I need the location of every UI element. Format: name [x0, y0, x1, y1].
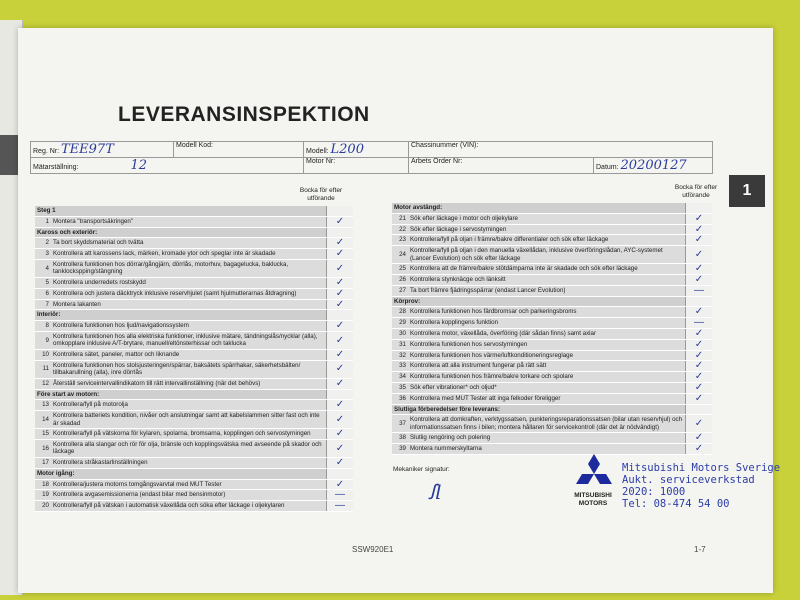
item-text: Kontrollera att domkraften, verktygssatsen, punkteringsreparationssatsen (bilar utan reservhjul) och informationssatsen finns i bilen; montera hållaren för servicekontroll (där det är nödvändigt): [408, 415, 686, 433]
check-mark: ✓: [686, 361, 713, 372]
item-text: Kontrollera/fyll på motorolja: [51, 400, 327, 411]
reg-value: TEE97T: [61, 142, 114, 157]
item-text: Kontrollera funktionen hos stolsjusteringen/spärrar, baksätets spärrhakar, säkerhetsbälten/ tillbakarullning (alla), inre dörrlås: [51, 360, 327, 378]
item-text: Ta bort skyddsmaterial och tvätta: [51, 238, 327, 249]
checklist-row: [35, 501, 353, 512]
checklist-row: [35, 490, 353, 501]
item-text: Montera nummerskyltarna: [408, 444, 686, 455]
checklist-row: [35, 288, 353, 299]
item-text: Kontrollera funktionen hos värme/luftkonditioneringsreglage: [408, 350, 686, 361]
item-text: Kontrollera batteriets kondition, nivåer och anslutningar samt att kabelslammen sitter fast och inte är skadad: [51, 411, 327, 429]
item-number: 1: [35, 216, 51, 227]
chassis-cell: Chassinummer (VIN):: [409, 142, 713, 158]
item-text: Kontrollera/fyll på vätskorna för kylaren, spolarna, bromsarna, kopplingen och servostyrningen: [51, 429, 327, 440]
item-number: 11: [35, 360, 51, 378]
reg-cell: Reg. Nr: TEE97T: [31, 142, 174, 158]
item-text: Kontrollera att karossens lack, märken, kromade ytor och speglar inte är skadade: [51, 249, 327, 260]
motor-cell: Motor Nr:: [304, 158, 409, 174]
check-mark: ✓: [686, 393, 713, 404]
checklist-row: [392, 246, 712, 264]
item-text: Kontrollera stråkastarlinställningen: [51, 457, 327, 468]
check-mark: ✓: [686, 372, 713, 383]
checklist-row: [392, 307, 712, 318]
check-mark: ✓: [327, 249, 354, 260]
checklist-row: [35, 259, 353, 277]
check-mark: ✓: [327, 457, 354, 468]
stamp-line-2: Aukt. serviceverkstad: [622, 474, 755, 486]
check-mark: ✓: [327, 216, 354, 227]
item-text: Kontrollera med MUT Tester att inga felkoder föreligger: [408, 393, 686, 404]
checklist-row: [392, 224, 712, 235]
item-text: Kontrollera funktionen hos alla elektriska funktioner, inklusive mätare, tändningslås/nycklar (alla), omkopplare inklusive A/T-brytare, manuell/eltönsterhissar och taklucka: [51, 331, 327, 349]
check-mark: —: [686, 285, 713, 296]
checklist-row: [35, 411, 353, 429]
check-mark: ✓: [686, 433, 713, 444]
check-mark: ✓: [686, 339, 713, 350]
check-mark: ✓: [686, 382, 713, 393]
page-title: LEVERANSINSPEKTION: [118, 103, 370, 126]
check-mark: ✓: [686, 415, 713, 433]
item-number: 20: [35, 501, 51, 512]
check-mark: ✓: [686, 274, 713, 285]
checklist-row: [35, 331, 353, 349]
matar-cell: Mätarställning: 12: [31, 158, 304, 174]
check-mark: ✓: [686, 307, 713, 318]
modell-cell: Modell: L200: [304, 142, 409, 158]
item-text: Kontrollera funktionen hos främre/bakre torkare och spolare: [408, 372, 686, 383]
item-number: 28: [392, 307, 408, 318]
item-text: Sök efter läckage i motor och oljekylare: [408, 213, 686, 224]
item-text: Kontrollera och justera däcktryck inklusive reservhjulet (samt hjulmutterarnas åtdragning): [51, 288, 327, 299]
check-mark: ✓: [686, 213, 713, 224]
checklist-row: [35, 299, 353, 310]
section-row: [392, 203, 712, 213]
item-number: 37: [392, 415, 408, 433]
checklist-row: [392, 393, 712, 404]
section-row: [35, 468, 353, 479]
section-heading: Motor igång:: [35, 468, 327, 479]
checklist-row: [35, 429, 353, 440]
check-mark: ✓: [327, 321, 354, 332]
item-number: 19: [35, 490, 51, 501]
section-row: [35, 310, 353, 321]
mechanic-signature: ꭍl: [428, 480, 442, 504]
item-text: Slutlig rengöring och polering: [408, 433, 686, 444]
item-text: Sök efter läckage i servostyrningen: [408, 224, 686, 235]
item-text: Kontrollera funktionen hos ljud/navigationssystem: [51, 321, 327, 332]
checklist-row: [35, 360, 353, 378]
item-number: 31: [392, 339, 408, 350]
checklist-row: [35, 277, 353, 288]
section-row: [392, 296, 712, 307]
item-number: 13: [35, 400, 51, 411]
checklist-row: [392, 339, 712, 350]
item-number: 39: [392, 444, 408, 455]
section-heading: Kaross och exteriör:: [35, 227, 327, 238]
check-mark: ✓: [327, 349, 354, 360]
section-heading: Körprov:: [392, 296, 686, 307]
right-checklist-table: [392, 203, 712, 455]
checklist-row: [392, 213, 712, 224]
check-cell: [327, 206, 354, 216]
item-number: 8: [35, 321, 51, 332]
item-text: Kontrollera att alla instrument fungerar på rätt sätt: [408, 361, 686, 372]
checklist-row: [392, 361, 712, 372]
item-number: 18: [35, 479, 51, 490]
item-text: Kontrollera sätet, paneler, mattor och liknande: [51, 349, 327, 360]
item-number: 12: [35, 378, 51, 389]
check-mark: ✓: [327, 439, 354, 457]
check-mark: ✓: [686, 246, 713, 264]
item-number: 9: [35, 331, 51, 349]
checklist-row: [392, 433, 712, 444]
right-column-header: Bocka för efter utförande: [674, 184, 718, 199]
stamp-line-3: 2020: 1000: [622, 486, 686, 498]
checklist-row: [35, 378, 353, 389]
check-mark: ✓: [327, 479, 354, 490]
checklist-row: [392, 382, 712, 393]
item-number: 4: [35, 259, 51, 277]
checklist-row: [392, 415, 712, 433]
item-text: Kontrollera avgasemissionerna (endast bilar med bensinmotor): [51, 490, 327, 501]
item-number: 3: [35, 249, 51, 260]
item-text: Kontrollera/justera motorns tomgångsvarvtal med MUT Tester: [51, 479, 327, 490]
checklist-row: [35, 216, 353, 227]
checklist-row: [392, 444, 712, 455]
item-number: 25: [392, 264, 408, 275]
checklist-row: [35, 400, 353, 411]
footer-page: 1-7: [694, 545, 706, 554]
check-mark: ✓: [327, 411, 354, 429]
item-text: Kontrollera funktionen hos dörrar/gångjärn, dörrlås, motorhuv, bagagelucka, baklucka, tanklockspping/stängning: [51, 259, 327, 277]
item-text: Ta bort främre fjädringsspärrar (endast Lancer Evolution): [408, 285, 686, 296]
check-cell: [686, 404, 713, 415]
item-number: 35: [392, 382, 408, 393]
check-mark: ✓: [686, 444, 713, 455]
mekaniker-label: Mekaniker signatur:: [393, 466, 450, 473]
item-text: Kontrollera motor, växellåda, överföring (där sådan finns) samt axlar: [408, 328, 686, 339]
item-number: 14: [35, 411, 51, 429]
section-heading: Motor avstängd:: [392, 203, 686, 213]
section-row: [35, 389, 353, 400]
item-number: 17: [35, 457, 51, 468]
check-mark: ✓: [327, 299, 354, 310]
check-mark: ✓: [327, 288, 354, 299]
checklist-row: [392, 350, 712, 361]
left-checklist-table: [35, 206, 353, 512]
item-number: 22: [392, 224, 408, 235]
left-column-header: Bocka för efter utförande: [299, 187, 343, 202]
datum-cell: Datum: 20200127: [594, 158, 713, 174]
item-number: 23: [392, 235, 408, 246]
check-mark: ✓: [686, 328, 713, 339]
section-row: [392, 404, 712, 415]
check-cell: [686, 296, 713, 307]
item-text: Kontrollera kopplingens funktion: [408, 318, 686, 329]
check-mark: ✓: [327, 378, 354, 389]
modell-value: L200: [330, 142, 364, 157]
check-mark: ✓: [327, 429, 354, 440]
item-number: 34: [392, 372, 408, 383]
item-text: Kontrollera/fyll på vätskan i automatisk växellåda och söka efter läckage i oljekylaren: [51, 501, 327, 512]
item-number: 5: [35, 277, 51, 288]
item-number: 38: [392, 433, 408, 444]
check-mark: —: [327, 490, 354, 501]
checklist-row: [392, 274, 712, 285]
section-heading: Steg 1: [35, 206, 327, 216]
item-number: 16: [35, 439, 51, 457]
check-cell: [327, 310, 354, 321]
item-text: Kontrollera/fyll på oljan i den manuella växellådan, inklusive överföringslådan, AYC-systemet (Lancer Evolution) och sök efter läckage: [408, 246, 686, 264]
item-text: Kontrollera/fyll på oljan i främre/bakre differentialer och sök efter läckage: [408, 235, 686, 246]
footer-code: SSW920E1: [352, 545, 394, 554]
item-number: 33: [392, 361, 408, 372]
checklist-row: [35, 439, 353, 457]
stamp-line-1: Mitsubishi Motors Sverige: [622, 462, 781, 474]
item-number: 24: [392, 246, 408, 264]
item-number: 6: [35, 288, 51, 299]
mitsubishi-logo-icon: [572, 452, 616, 492]
item-number: 30: [392, 328, 408, 339]
matar-value: 12: [130, 158, 148, 173]
checklist-row: [392, 372, 712, 383]
checklist-row: [392, 285, 712, 296]
item-text: Kontrollera funktionen hos färdbromsar och parkeringsbroms: [408, 307, 686, 318]
item-number: 21: [392, 213, 408, 224]
checklist-row: [35, 249, 353, 260]
check-mark: ✓: [327, 360, 354, 378]
check-mark: ✓: [686, 350, 713, 361]
item-text: Kontrollera stynknäcge och länksitt: [408, 274, 686, 285]
checklist-row: [35, 238, 353, 249]
item-number: 15: [35, 429, 51, 440]
checklist-row: [35, 321, 353, 332]
check-mark: ✓: [327, 331, 354, 349]
section-row: [35, 227, 353, 238]
check-mark: ✓: [327, 400, 354, 411]
chapter-tab: 1: [729, 175, 765, 207]
item-number: 27: [392, 285, 408, 296]
item-text: Kontrollera underredets rostskydd: [51, 277, 327, 288]
check-mark: —: [327, 501, 354, 512]
item-number: 26: [392, 274, 408, 285]
vehicle-header-table: [30, 141, 713, 174]
checklist-row: [392, 318, 712, 329]
checklist-row: [392, 235, 712, 246]
item-text: Montera lakanten: [51, 299, 327, 310]
item-text: Sök efter vibrationer* och oljud*: [408, 382, 686, 393]
section-heading: Före start av motorn:: [35, 389, 327, 400]
check-mark: ✓: [327, 259, 354, 277]
item-number: 10: [35, 349, 51, 360]
modell-kod-cell: Modell Kod:: [174, 142, 304, 158]
checklist-row: [392, 328, 712, 339]
section-heading: Interiör:: [35, 310, 327, 321]
check-cell: [686, 203, 713, 213]
order-cell: Arbets Order Nr:: [409, 158, 594, 174]
datum-value: 20200127: [620, 158, 687, 173]
checklist-row: [392, 264, 712, 275]
item-number: 2: [35, 238, 51, 249]
dealer-stamp: [622, 462, 780, 510]
item-text: Återställ serviceintervallindikatorn till rätt intervallinställning (när det behövs): [51, 378, 327, 389]
checklist-row: [35, 479, 353, 490]
logo-text: MITSUBISHI MOTORS: [574, 492, 612, 507]
stamp-line-4: Tel: 08-474 54 00: [622, 498, 730, 510]
check-cell: [327, 389, 354, 400]
item-number: 32: [392, 350, 408, 361]
section-heading: Slutliga förberedelser före leverans:: [392, 404, 686, 415]
item-number: 7: [35, 299, 51, 310]
check-cell: [327, 468, 354, 479]
check-mark: —: [686, 318, 713, 329]
check-mark: ✓: [686, 264, 713, 275]
item-text: Kontrollera funktionen hos servostyrningen: [408, 339, 686, 350]
checklist-row: [35, 349, 353, 360]
check-mark: ✓: [327, 238, 354, 249]
checklist-row: [35, 457, 353, 468]
check-mark: ✓: [686, 235, 713, 246]
section-row: [35, 206, 353, 216]
item-text: Kontrollera alla slangar och rör för olja, bränsle och kopplingsvätska med avseende på skador och läckage: [51, 439, 327, 457]
check-mark: ✓: [327, 277, 354, 288]
item-text: Kontrollera att de främre/bakre stötdämparna inte är skadade och sök efter läckage: [408, 264, 686, 275]
check-mark: ✓: [686, 224, 713, 235]
item-number: 29: [392, 318, 408, 329]
check-cell: [327, 227, 354, 238]
item-text: Montera "transportsäkringen": [51, 216, 327, 227]
item-number: 36: [392, 393, 408, 404]
